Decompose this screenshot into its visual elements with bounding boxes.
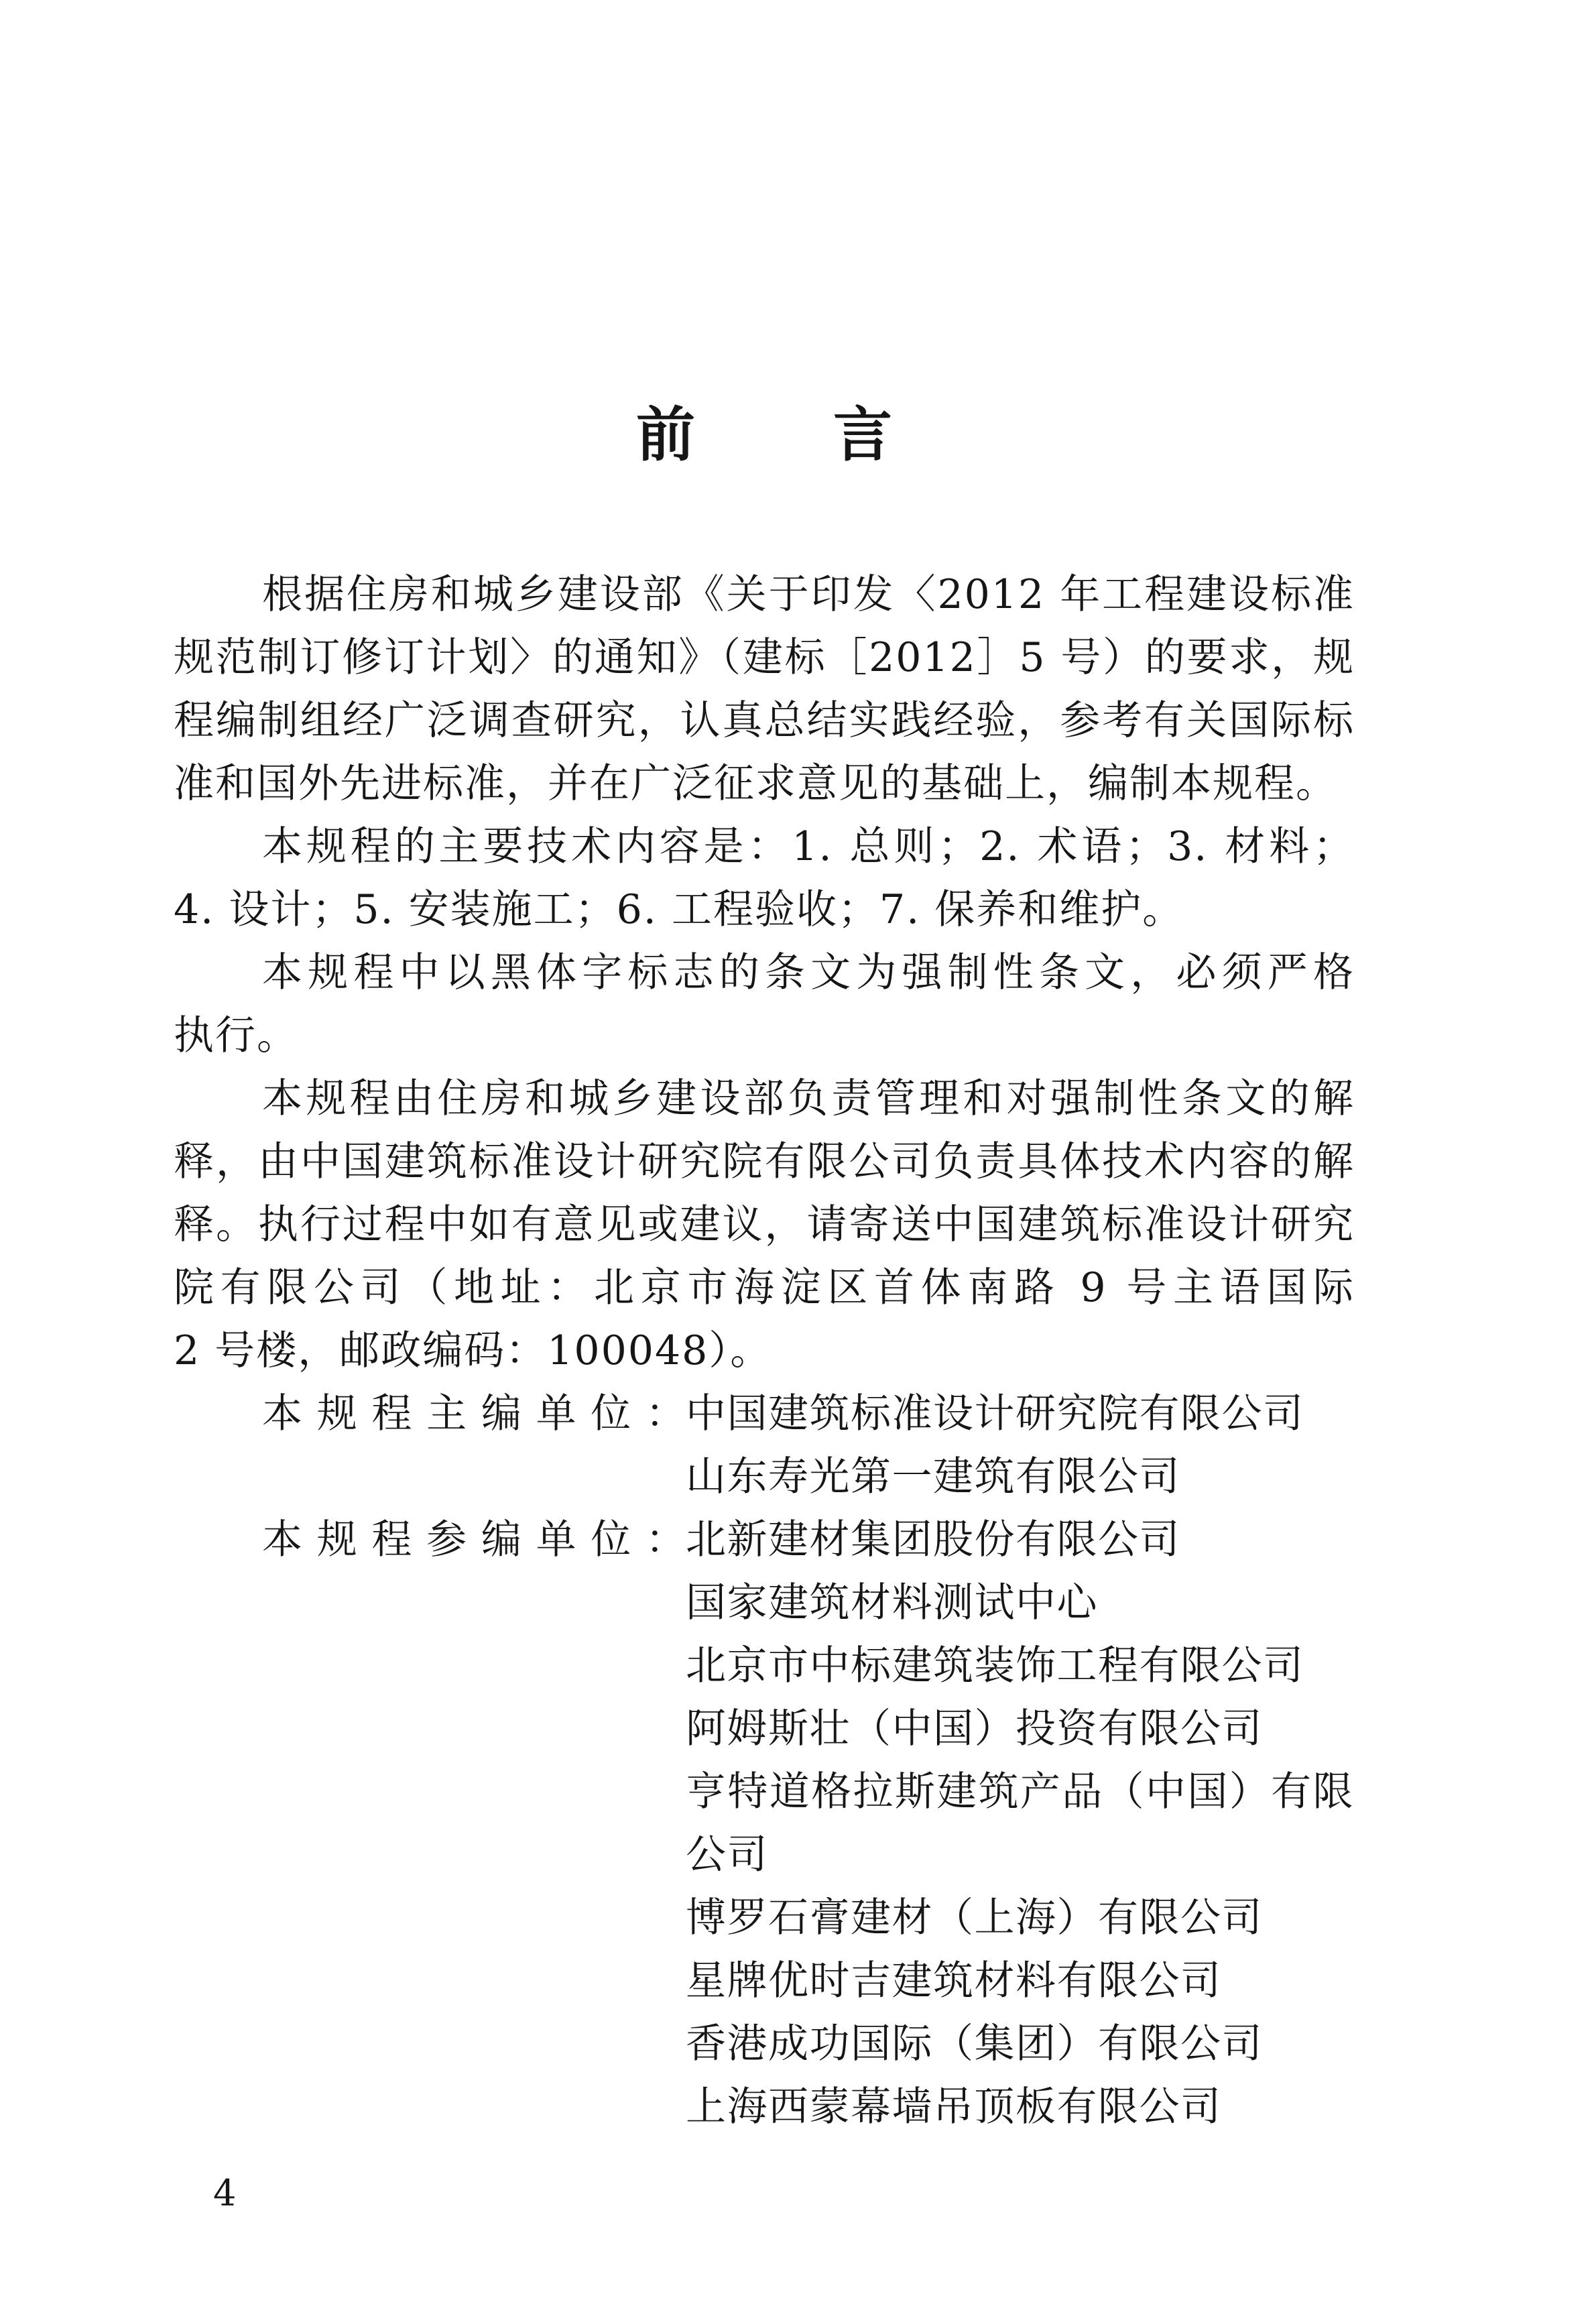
unit-name: 阿姆斯壮（中国）投资有限公司 xyxy=(686,1705,1263,1752)
text-line: 执行。 xyxy=(174,1012,298,1059)
unit-name: 博罗石膏建材（上海）有限公司 xyxy=(686,1894,1263,1941)
text-line: 4. 设计；5. 安装施工；6. 工程验收；7. 保养和维护。 xyxy=(174,886,1184,933)
chief-editor-units xyxy=(174,1382,1355,1508)
text-line: 准和国外先进标准，并在广泛征求意见的基础上，编制本规程。 xyxy=(174,760,1337,807)
unit-name: 北京市中标建筑装饰工程有限公司 xyxy=(686,1642,1304,1689)
paragraph-main-contents xyxy=(174,815,1355,941)
participating-list xyxy=(686,1508,1354,2138)
page-number: 4 xyxy=(213,2172,237,2214)
paragraph-administration-contact xyxy=(174,1067,1355,1382)
text-line: 2 号楼，邮政编码：100048）。 xyxy=(174,1327,772,1374)
text-line: 释。执行过程中如有意见或建议，请寄送中国建筑标准设计研究 xyxy=(174,1201,1355,1248)
unit-name: 山东寿光第一建筑有限公司 xyxy=(686,1453,1180,1500)
text-line: 本规程的主要技术内容是：1. 总则；2. 术语；3. 材料； xyxy=(262,823,1355,870)
participating-units xyxy=(174,1508,1355,2138)
unit-name: 国家建筑材料测试中心 xyxy=(686,1579,1098,1626)
paragraph-mandatory-clauses xyxy=(174,941,1355,1067)
page-title-text: 前言 xyxy=(635,400,1030,469)
text-line: 程编制组经广泛调查研究，认真总结实践经验，参考有关国际标 xyxy=(174,697,1355,744)
text-line: 规范制订修订计划〉的通知》（建标［2012］5 号）的要求，规 xyxy=(174,634,1355,681)
unit-name: 星牌优时吉建筑材料有限公司 xyxy=(686,1957,1222,2004)
paragraph-compilation-basis xyxy=(174,563,1355,815)
text-line: 根据住房和城乡建设部《关于印发〈2012 年工程建设标准 xyxy=(262,571,1355,618)
unit-name: 亨特道格拉斯建筑产品（中国）有限公司 xyxy=(686,1768,1354,1878)
chief-editor-label: 本规程主编单位： xyxy=(262,1390,686,1437)
unit-name: 北新建材集团股份有限公司 xyxy=(686,1516,1180,1563)
text-line: 本规程中以黑体字标志的条文为强制性条文，必须严格 xyxy=(262,949,1355,996)
participating-label: 本规程参编单位： xyxy=(262,1516,686,1563)
page-title xyxy=(174,402,1355,467)
text-line: 院有限公司（地址：北京市海淀区首体南路 9 号主语国际 xyxy=(174,1264,1355,1311)
text-line: 本规程由住房和城乡建设部负责管理和对强制性条文的解 xyxy=(262,1075,1355,1122)
chief-editor-list xyxy=(686,1382,1354,1508)
preface-content xyxy=(174,563,1355,2138)
text-line: 释，由中国建筑标准设计研究院有限公司负责具体技术内容的解 xyxy=(174,1138,1355,1185)
unit-name: 上海西蒙幕墙吊顶板有限公司 xyxy=(686,2083,1222,2130)
unit-name: 中国建筑标准设计研究院有限公司 xyxy=(686,1390,1304,1437)
unit-name: 香港成功国际（集团）有限公司 xyxy=(686,2020,1263,2067)
